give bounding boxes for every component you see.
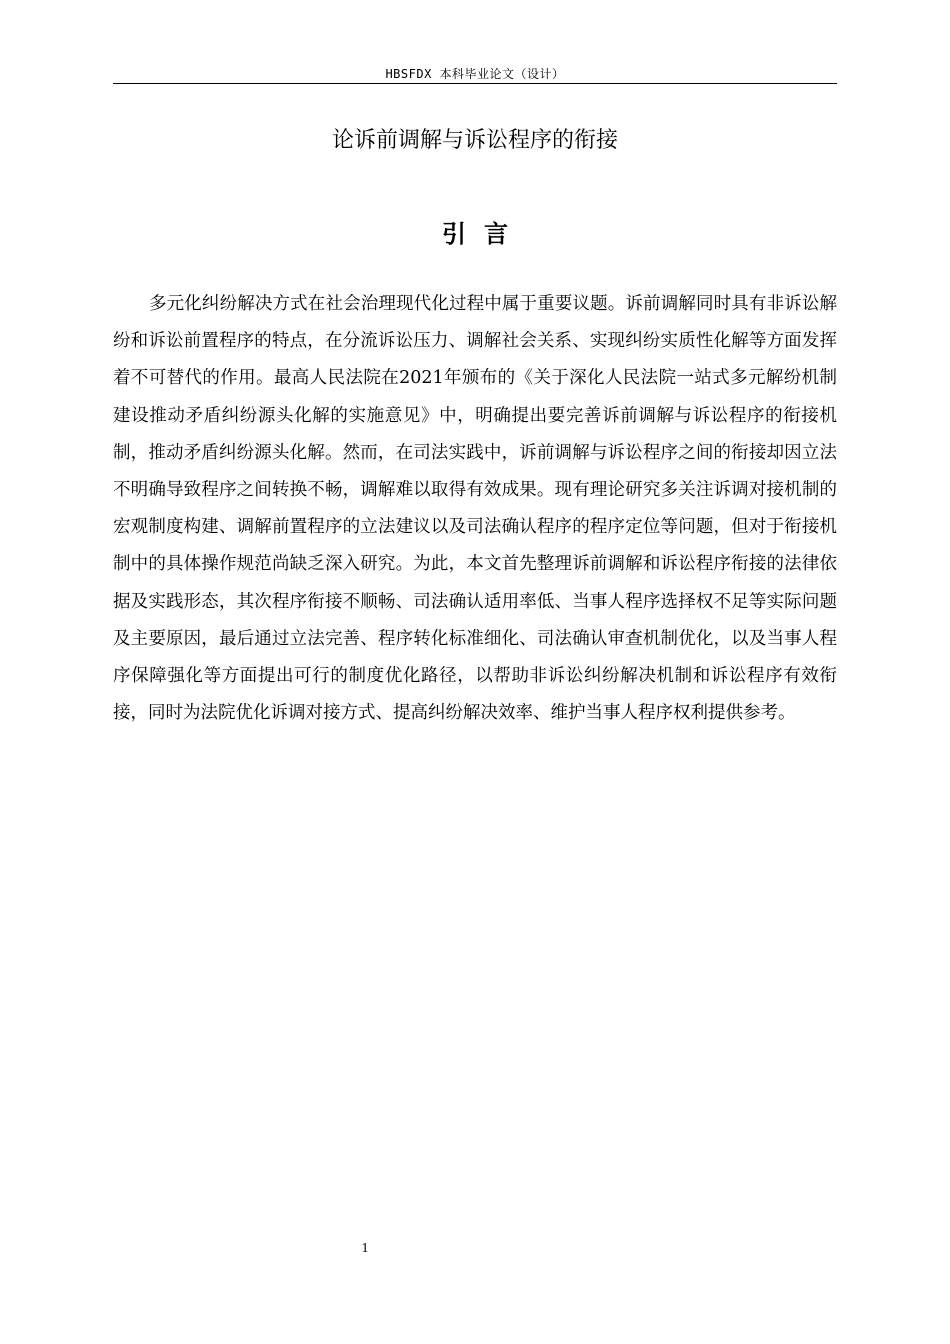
running-header: HBSFDX 本科毕业论文（设计） <box>385 67 565 81</box>
page-number: 1 <box>361 1241 369 1256</box>
document-title: 论诉前调解与诉讼程序的衔接 <box>331 128 618 153</box>
body-paragraph: 多元化纠纷解决方式在社会治理现代化过程中属于重要议题。诉前调解同时具有非诉讼解纷和诉讼前置程序的特点，在分流诉讼压力、调解社会关系、实现纠纷实质性化解等方面发挥着不可替代的作用。最高人民法院在2021年颁布的《关于深化人民法院一站式多元解纷机制建设推动矛盾纠纷源头化解的实施意见》中，明确提出要完善诉前调解与诉讼程序的衔接机制，推动矛盾纠纷源头化解。然而，在司法实践中，诉前调解与诉讼程序之间的衔接却因立法不明确导致程序之间转换不畅，调解难以取得有效成果。现有理论研究多关注诉调对接机制的宏观制度构建、调解前置程序的立法建议以及司法确认程序的程序定位等问题，但对于衔接机制中的具体操作规范尚缺乏深入研究。为此，本文首先整理诉前调解和诉讼程序衔接的法律依据及实践形态，其次程序衔接不顺畅、司法确认适用率低、当事人程序选择权不足等实际问题及主要原因，最后通过立法完善、程序转化标准细化、司法确认审查机制优化，以及当事人程序保障强化等方面提出可行的制度优化路径，以帮助非诉讼纠纷解决机制和诉讼程序有效衔接，同时为法院优化诉调对接方式、提高纠纷解决效率、维护当事人程序权利提供参考。 <box>113 294 837 724</box>
header-divider <box>113 83 837 84</box>
section-heading: 引言 <box>442 220 526 248</box>
